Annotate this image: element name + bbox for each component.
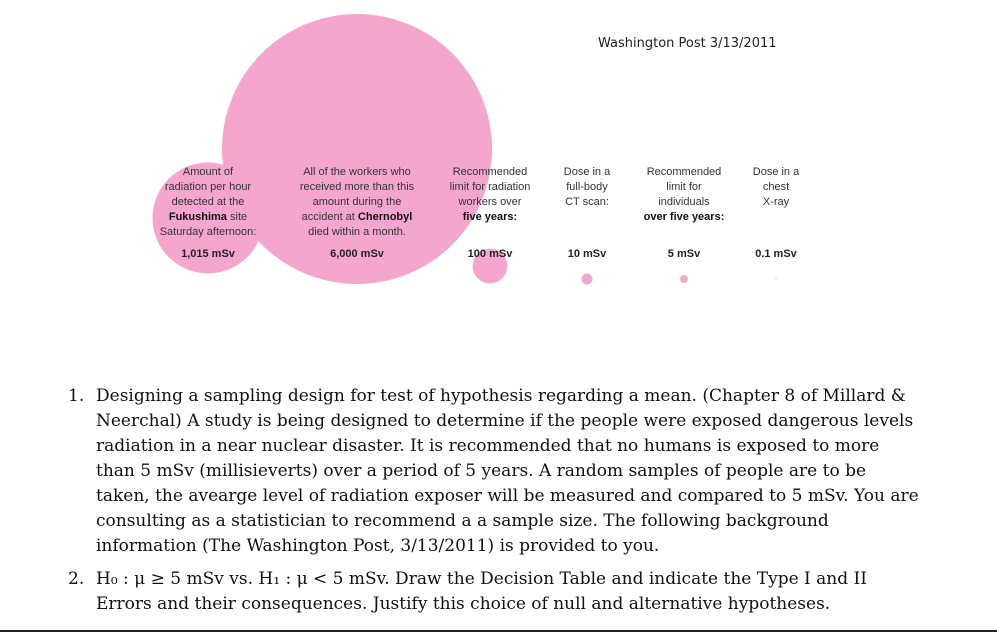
problem-item-2 xyxy=(62,567,922,617)
column-label-line: CT scan: xyxy=(565,196,609,208)
problem-number: 1. xyxy=(68,386,85,406)
radiation-bubble xyxy=(582,274,593,285)
column-label-line: Amount of xyxy=(182,166,234,178)
column-label xyxy=(644,165,725,225)
figure-source: Washington Post 3/13/2011 xyxy=(598,36,777,51)
column-label-line: workers over xyxy=(458,196,522,208)
column-label-line: Recommended xyxy=(452,166,528,178)
column-label-line: chest xyxy=(762,181,790,193)
column-label xyxy=(564,165,610,210)
column-label-line: individuals xyxy=(658,196,710,208)
column-label-line: Recommended xyxy=(646,166,722,178)
column-label-line: limit for xyxy=(666,181,702,193)
column-label-line: Dose in a xyxy=(752,166,800,178)
column-value: 5 mSv xyxy=(667,248,701,260)
column-label-line: accident at Chernobyl xyxy=(301,211,413,223)
column-value: 1,015 mSv xyxy=(181,248,235,260)
column-label xyxy=(300,165,414,240)
column-label-line: amount during the xyxy=(312,196,402,208)
column-value: 100 mSv xyxy=(467,248,513,260)
column-label-line: full-body xyxy=(566,181,608,193)
column-value: 10 mSv xyxy=(567,248,607,260)
column-label-line: received more than this xyxy=(299,181,415,193)
column-label-line: five years: xyxy=(462,211,518,223)
column-label-line: limit for radiation xyxy=(449,181,531,193)
radiation-bubble xyxy=(775,278,776,279)
column-label xyxy=(450,165,531,225)
column-label-line: X-ray xyxy=(762,196,790,208)
column-label-line: Fukushima site xyxy=(168,211,248,223)
column-value: 6,000 mSv xyxy=(330,248,384,260)
problem-list xyxy=(62,384,922,625)
column-label-line: Saturday afternoon: xyxy=(159,226,257,238)
column-label-line: Dose in a xyxy=(563,166,611,178)
column-label-line: died within a month. xyxy=(308,226,406,238)
column-label-line: All of the workers who xyxy=(303,166,411,178)
problem-item-1 xyxy=(62,384,922,559)
column-value: 0.1 mSv xyxy=(755,248,797,260)
radiation-bubble xyxy=(222,14,492,284)
column-label-line: detected at the xyxy=(171,196,245,208)
column-label xyxy=(753,165,799,210)
page-bottom-rule xyxy=(0,630,997,632)
radiation-bubble xyxy=(680,275,688,283)
problem-text: Designing a sampling design for test of hypothesis regarding a mean. (Chapter 8 of Millard & Neerchal) A study is being designed to determine if the people were exposed dangerous levels radiation in a near nuclear disaster. It is recommended that no humans is exposed to more than 5 mSv (millisieverts) over a period of 5 years. A random samples of people are to be taken, the avearge level of radiation exposer will be measured and compared to 5 mSv. You are consulting as a statistician to recommend a a sample size. The following background information (The Washington Post, 3/13/2011) is provided to you. xyxy=(96,386,919,556)
column-label-line: over five years: xyxy=(643,211,725,223)
problem-text: H₀ : μ ≥ 5 mSv vs. H₁ : μ < 5 mSv. Draw the Decision Table and indicate the Type I and II Errors and their consequences. Justify this choice of null and alternative hypotheses. xyxy=(96,569,867,614)
column-label-line: radiation per hour xyxy=(164,181,252,193)
problem-number: 2. xyxy=(68,569,85,589)
column-label xyxy=(160,165,257,240)
